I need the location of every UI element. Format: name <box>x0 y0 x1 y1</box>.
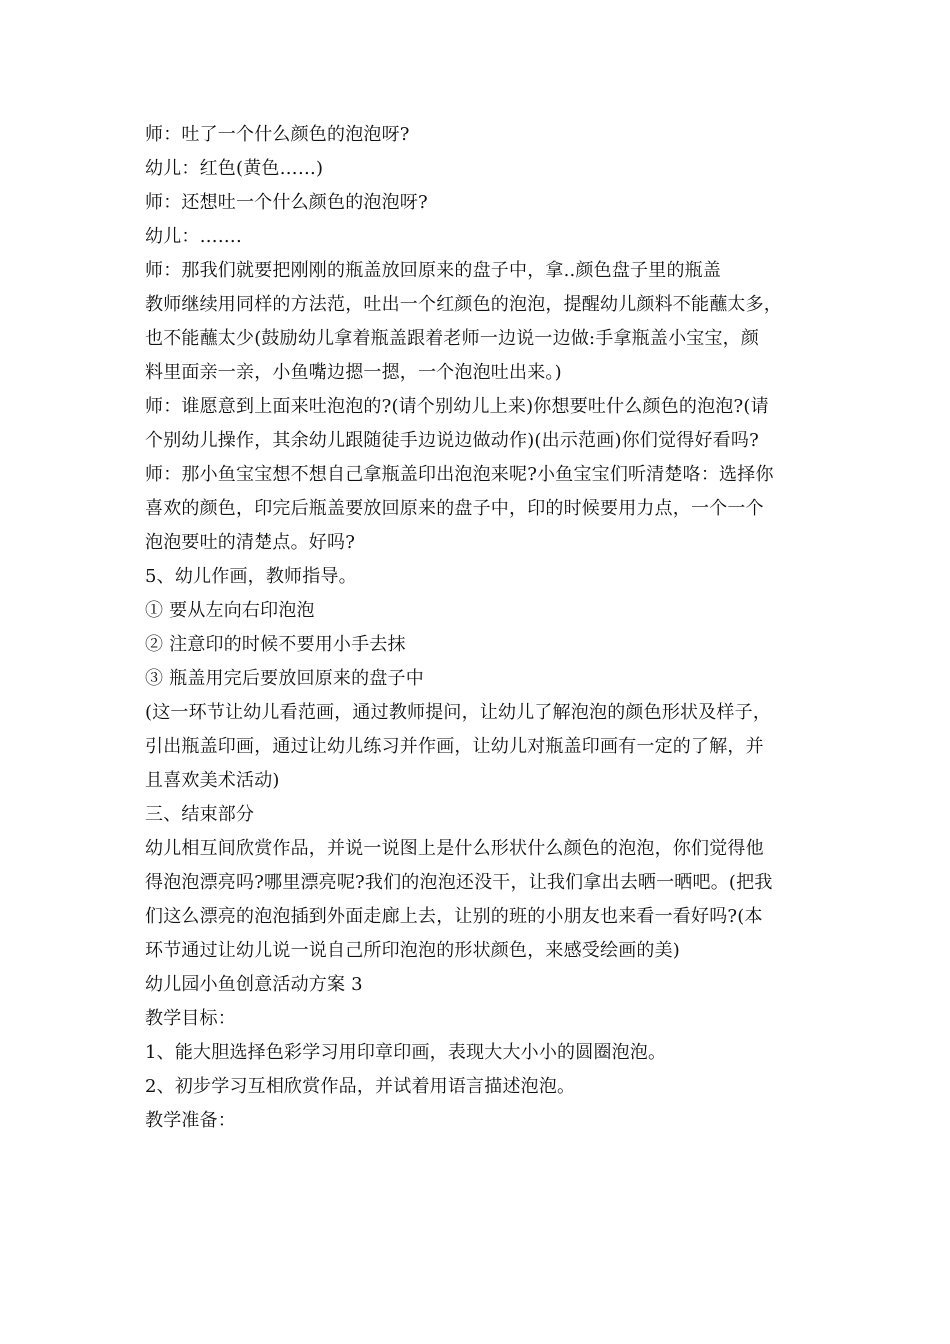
text-line-27: 教学目标： <box>145 1008 236 1029</box>
text-line-19: 引出瓶盖印画，通过让幼儿练习并作画，让幼儿对瓶盖印画有一定的了解，并 <box>145 736 764 757</box>
text-line-13: 泡泡要吐的清楚点。好吗? <box>145 532 356 553</box>
text-line-4: 幼儿：……. <box>145 226 242 247</box>
text-line-30: 教学准备： <box>145 1110 236 1131</box>
text-line-7: 也不能蘸太少(鼓励幼儿拿着瓶盖跟着老师一边说一边做:手拿瓶盖小宝宝，颜 <box>145 328 760 349</box>
text-line-22: 幼儿相互间欣赏作品，并说一说图上是什么形状什么颜色的泡泡，你们觉得他 <box>145 838 764 859</box>
text-line-26: 幼儿园小鱼创意活动方案 3 <box>145 974 363 995</box>
text-line-5: 师：那我们就要把刚刚的瓶盖放回原来的盘子中，拿..颜色盘子里的瓶盖 <box>145 260 722 281</box>
text-line-2: 幼儿：红色(黄色……) <box>145 158 324 179</box>
text-line-8: 料里面亲一亲，小鱼嘴边摁一摁，一个泡泡吐出来。) <box>145 362 562 383</box>
text-line-17: ③ 瓶盖用完后要放回原来的盘子中 <box>145 668 424 689</box>
text-line-12: 喜欢的颜色，印完后瓶盖要放回原来的盘子中，印的时候要用力点，一个一个 <box>145 498 764 519</box>
text-line-16: ② 注意印的时候不要用小手去抹 <box>145 634 406 655</box>
text-line-11: 师：那小鱼宝宝想不想自己拿瓶盖印出泡泡来呢?小鱼宝宝们听清楚咯：选择你 <box>145 464 774 485</box>
text-line-15: ① 要从左向右印泡泡 <box>145 600 315 621</box>
text-line-21: 三、结束部分 <box>145 804 255 825</box>
text-line-23: 得泡泡漂亮吗?哪里漂亮呢?我们的泡泡还没干，让我们拿出去晒一晒吧。(把我 <box>145 872 773 893</box>
text-line-28: 1、能大胆选择色彩学习用印章印画，表现大大小小的圆圈泡泡。 <box>145 1042 667 1063</box>
text-line-3: 师：还想吐一个什么颜色的泡泡呀? <box>145 192 428 213</box>
text-line-20: 且喜欢美术活动) <box>145 770 280 791</box>
document-body <box>145 118 825 1138</box>
text-line-18: (这一环节让幼儿看范画，通过教师提问，让幼儿了解泡泡的颜色形状及样子， <box>145 702 772 723</box>
text-line-10: 个别幼儿操作，其余幼儿跟随徒手边说边做动作)(出示范画)你们觉得好看吗? <box>145 430 759 451</box>
text-line-14: 5、幼儿作画，教师指导。 <box>145 566 357 587</box>
text-line-1: 师：吐了一个什么颜色的泡泡呀? <box>145 124 410 145</box>
text-line-25: 环节通过让幼儿说一说自己所印泡泡的形状颜色，来感受绘画的美) <box>145 940 681 961</box>
text-line-29: 2、初步学习互相欣赏作品，并试着用语言描述泡泡。 <box>145 1076 576 1097</box>
text-line-24: 们这么漂亮的泡泡插到外面走廊上去，让别的班的小朋友也来看一看好吗?(本 <box>145 906 763 927</box>
text-line-9: 师：谁愿意到上面来吐泡泡的?(请个别幼儿上来)你想要吐什么颜色的泡泡?(请 <box>145 396 769 417</box>
text-line-6: 教师继续用同样的方法范，吐出一个红颜色的泡泡，提醒幼儿颜料不能蘸太多， <box>145 294 782 315</box>
